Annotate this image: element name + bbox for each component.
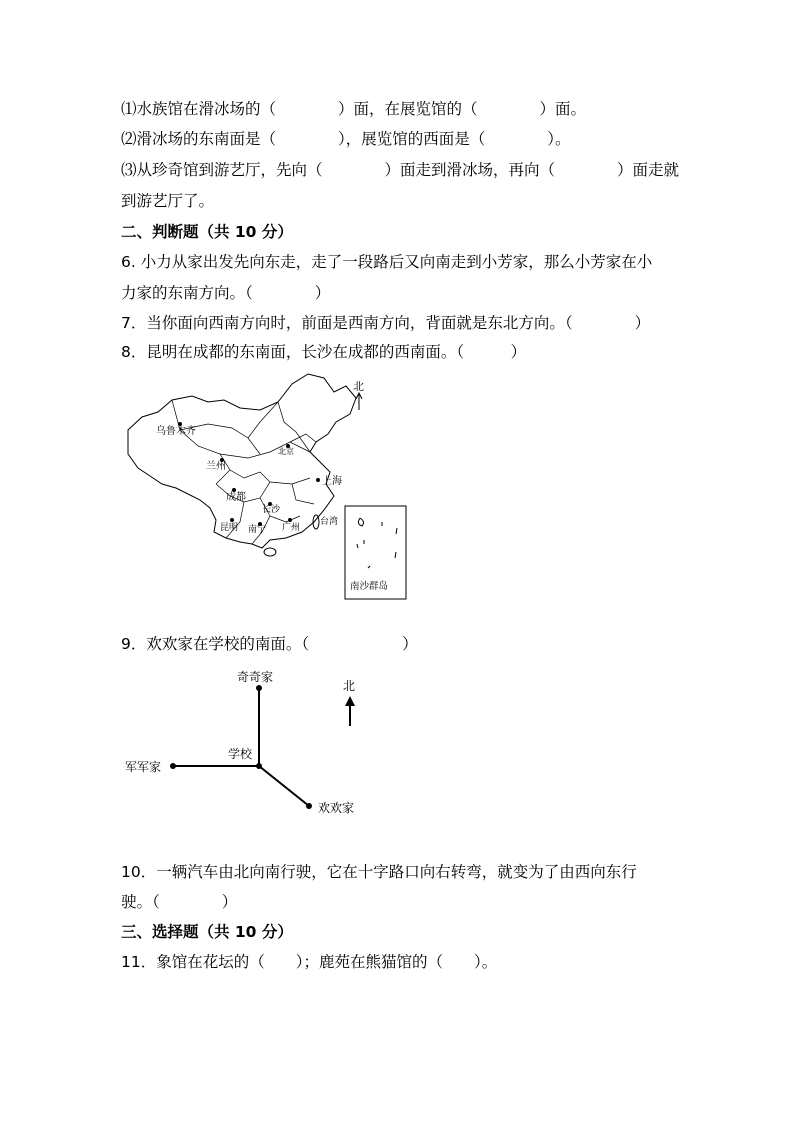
section-2-heading: 二、判断题（共 10 分） [121,223,293,241]
direction-diagram [115,660,375,825]
question-10-line1: 10．一辆汽车由北向南行驶，它在十字路口向右转弯，就变为了由西向东行 [121,863,637,881]
place-qiqi: 奇奇家 [237,670,274,684]
city-changsha: 长沙 [262,505,281,515]
question-3-line2: 到游艺厅了。 [121,192,215,210]
question-1: ⑴水族馆在滑冰场的（ ）面，在展览馆的（ ）面。 [121,100,587,118]
question-8: 8．昆明在成都的东南面，长沙在成都的西南面。（ ） [121,343,527,361]
city-beijing: 北京 [278,447,294,456]
question-2: ⑵滑冰场的东南面是（ ），展览馆的西面是（ ）。 [121,130,571,148]
question-11: 11．象馆在花坛的（ ）；鹿苑在熊猫馆的（ ）。 [121,953,498,971]
city-chengdu: 成都 [226,492,246,503]
city-taiwan: 台湾 [320,517,339,527]
city-urumqi: 乌鲁木齐 [156,426,196,437]
city-nanning: 南宁 [248,525,267,535]
map-north-label: 北 [353,380,364,393]
question-10-line2: 驶。（ ） [121,893,238,911]
place-huanhuan: 欢欢家 [318,801,355,815]
place-junjun: 军军家 [125,760,162,774]
question-6-line1: 6. 小力从家出发先向东走，走了一段路后又向南走到小芳家，那么小芳家在小 [121,253,653,271]
section-3-heading: 三、选择题（共 10 分） [121,923,293,941]
question-9: 9．欢欢家在学校的南面。（ ） [121,635,418,653]
diagram-north-label: 北 [343,679,356,693]
hainan-island [264,548,276,556]
inset-label: 南沙群岛 [350,581,389,592]
china-map [120,372,420,604]
city-lanzhou: 兰州 [206,461,226,472]
place-school: 学校 [228,747,253,761]
city-shanghai: 上海 [322,476,342,487]
question-7: 7．当你面向西南方向时，前面是西南方向，背面就是东北方向。（ ） [121,314,651,332]
city-guangzhou: 广州 [282,523,301,533]
question-6-line2: 力家的东南方向。（ ） [121,284,331,302]
question-3-line1: ⑶从珍奇馆到游艺厅，先向（ ）面走到滑冰场，再向（ ）面走就 [121,161,680,179]
city-kunming: 昆明 [220,523,239,533]
